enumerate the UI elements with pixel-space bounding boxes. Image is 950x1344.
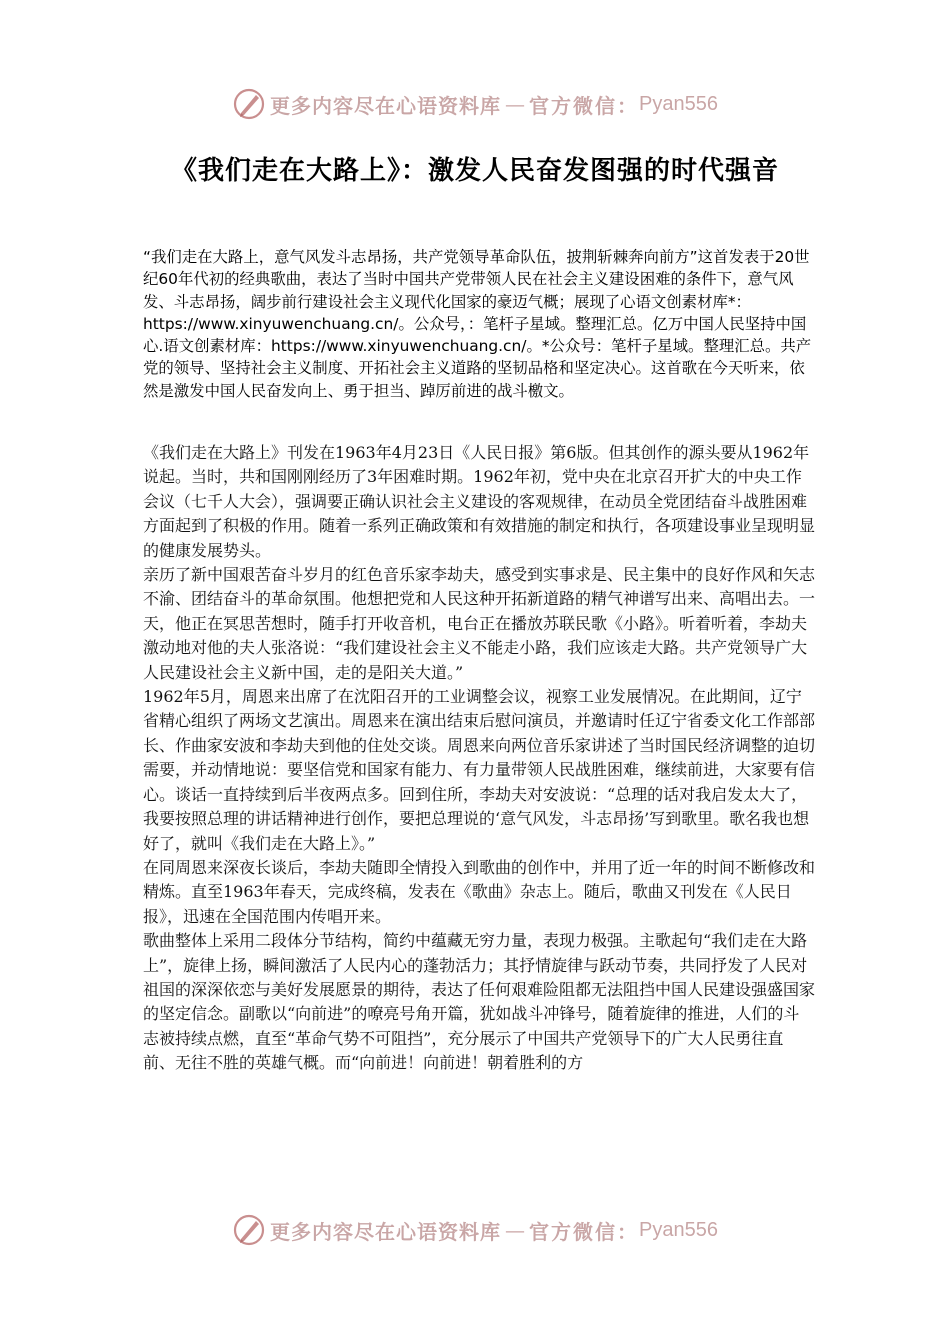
body-paragraph: 在同周恩来深夜长谈后，李劫夫随即全情投入到歌曲的创作中，并用了近一年的时间不断修改和精炼。直至1963年春天，完成终稿，发表在《歌曲》杂志上。随后，歌曲又刊发在《人民日报》，迅速在全国范围内传唱开来。 [143,857,816,926]
pen-logo-icon [232,1213,266,1247]
page-title: 《我们走在大路上》：激发人民奋发图强的时代强音 [170,156,779,186]
header-banner-separator: — [505,92,526,116]
pen-logo-icon [232,87,266,121]
body-paragraph: 《我们走在大路上》刊发在1963年4月23日《人民日报》第6版。但其创作的源头要从1962年说起。当时，共和国刚刚经历了3年困难时期。1962年初，党中央在北京召开扩大的中央工作会议（七千人大会），强调要正确认识社会主义建设的客观规律，在动员全党团结奋斗战胜困难方面起到了积极的作用。随着一系列正确政策和有效措施的制定和执行，各项建设事业呈现明显的健康发展势头。 [143,443,816,560]
lead-paragraph: “我们走在大路上，意气风发斗志昂扬，共产党领导革命队伍，披荆斩棘奔向前方”这首发表于20世纪60年代初的经典歌曲，表达了当时中国共产党带领人民在社会主义建设困难的条件下，意气风发、斗志昂扬，阔步前行建设社会主义现代化国家的豪迈气概；展现了心语文创素材库*：https://www.xinyuwenchuang.cn/。公众号，：笔杆子星域。整理汇总。亿万中国人民坚持中国心.语文创素材库：https://www.xinyuwenchuang.cn/。*公众号：笔杆子星域。整理汇总。共产党的领导、坚持社会主义制度、开拓社会主义道路的坚韧品格和坚定决心。这首歌在今天听来，依然是激发中国人民奋发向上、勇于担当、踔厉前进的战斗檄文。 [143,248,812,400]
header-wechat-id: Pyan556 [639,92,718,115]
footer-banner-separator: — [505,1218,526,1242]
body-paragraph: 亲历了新中国艰苦奋斗岁月的红色音乐家李劫夫，感受到实事求是、民主集中的良好作风和矢志不渝、团结奋斗的革命氛围。他想把党和人民这种开拓新道路的精气神谱写出来、高唱出去。一天，他正在冥思苦想时，随手打开收音机，电台正在播放苏联民歌《小路》。听着听着，李劫夫激动地对他的夫人张洛说：“我们建设社会主义不能走小路，我们应该走大路。共产党领导广大人民建设社会主义新中国，走的是阳关大道。” [143,565,816,682]
header-banner-text: 更多内容尽在心语资料库 [270,93,502,118]
footer-wechat-id: Pyan556 [639,1218,718,1241]
article-body [143,441,815,1076]
body-paragraph: 歌曲整体上采用二段体分节结构，简约中蕴藏无穷力量，表现力极强。主歌起句“我们走在大路上”，旋律上扬，瞬间激活了人民内心的蓬勃活力；其抒情旋律与跃动节奏，共同抒发了人民对祖国的深深依恋与美好发展愿景的期待，表达了任何艰难险阻都无法阻挡中国人民建设强盛国家的坚定信念。副歌以“向前进”的嘹亮号角开篇，犹如战斗冲锋号，随着旋律的推进，人们的斗志被持续点燃，直至“革命气势不可阻挡”，充分展示了中国共产党领导下的广大人民勇往直前、无往不胜的英雄气概。而“向前进！向前进！朝着胜利的方 [143,931,816,1073]
footer-banner-text: 更多内容尽在心语资料库 [270,1219,502,1244]
header-banner [0,84,950,124]
footer-wechat-label: 官方微信： [529,1219,640,1244]
body-paragraph: 1962年5月，周恩来出席了在沈阳召开的工业调整会议，视察工业发展情况。在此期间，辽宁省精心组织了两场文艺演出。周恩来在演出结束后慰问演员，并邀请时任辽宁省委文化工作部部长、作曲家安波和李劫夫到他的住处交谈。周恩来向两位音乐家讲述了当时国民经济调整的迫切需要，并动情地说：要坚信党和国家有能力、有力量带领人民战胜困难，继续前进，大家要有信心。谈话一直持续到后半夜两点多。回到住所，李劫夫对安波说：“总理的话对我启发太大了，我要按照总理的讲话精神进行创作，要把总理说的‘意气风发，斗志昂扬’写到歌里。歌名我也想好了，就叫《我们走在大路上》。” [143,687,816,853]
header-wechat-label: 官方微信： [529,93,640,118]
footer-banner [0,1210,950,1250]
